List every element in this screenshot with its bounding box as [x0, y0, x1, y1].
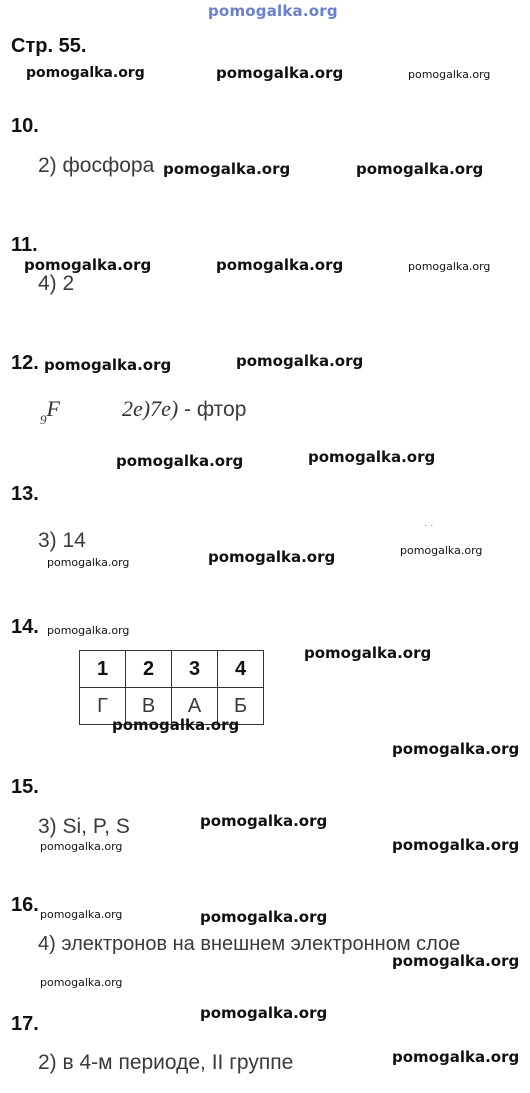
- answer-12-shells: [122, 396, 246, 422]
- table-header-cell: 4: [218, 651, 264, 688]
- table-header-row: [80, 651, 264, 688]
- question-number-13: 13.: [11, 483, 39, 505]
- answer-12-formula: [40, 396, 60, 428]
- stray-marks: · ·: [424, 520, 434, 531]
- watermark: pomogalka.org: [392, 836, 520, 854]
- watermark: pomogalka.org: [44, 356, 172, 374]
- question-number-11: 11.: [11, 234, 38, 256]
- atomic-number: 9: [40, 412, 47, 427]
- table-cell: А: [172, 688, 218, 725]
- watermark: pomogalka.org: [112, 716, 240, 734]
- question-number-17: 17.: [11, 1013, 39, 1035]
- answer-14-table: [79, 650, 264, 725]
- table-cell: Б: [218, 688, 264, 725]
- watermark: pomogalka.org: [400, 544, 483, 557]
- watermark: pomogalka.org: [47, 556, 130, 569]
- watermark: pomogalka.org: [40, 908, 123, 921]
- watermark: pomogalka.org: [392, 1048, 520, 1066]
- watermark: pomogalka.org: [308, 448, 436, 466]
- question-number-15: 15.: [11, 776, 39, 798]
- question-number-14: 14.: [11, 616, 39, 638]
- question-number-16: 16.: [11, 894, 39, 916]
- watermark: pomogalka.org: [40, 840, 123, 853]
- watermark: pomogalka.org: [216, 64, 344, 82]
- table-header-cell: 3: [172, 651, 218, 688]
- watermark: pomogalka.org: [304, 644, 432, 662]
- watermark: pomogalka.org: [208, 548, 336, 566]
- watermark: pomogalka.org: [47, 624, 130, 637]
- watermark: pomogalka.org: [236, 352, 364, 370]
- watermark: pomogalka.org: [392, 952, 520, 970]
- watermark: pomogalka.org: [26, 65, 145, 81]
- watermark: pomogalka.org: [200, 908, 328, 926]
- answer-13: 3) 14: [38, 529, 86, 552]
- table-cell: В: [126, 688, 172, 725]
- electron-shells: 2e)7e): [122, 396, 179, 421]
- table-header-cell: 2: [126, 651, 172, 688]
- watermark: pomogalka.org: [40, 976, 123, 989]
- watermark: pomogalka.org: [408, 260, 491, 273]
- answer-11: 4) 2: [38, 272, 75, 295]
- answer-16: 4) электронов на внешнем электронном слое: [38, 933, 461, 955]
- watermark: pomogalka.org: [216, 256, 344, 274]
- watermark-top: pomogalka.org: [208, 2, 338, 20]
- watermark: pomogalka.org: [200, 812, 328, 830]
- watermark: pomogalka.org: [163, 160, 291, 178]
- page-title: Стр. 55.: [11, 35, 87, 57]
- watermark: pomogalka.org: [408, 68, 491, 81]
- watermark: pomogalka.org: [24, 256, 152, 274]
- watermark: pomogalka.org: [356, 160, 484, 178]
- question-number-12: 12.: [11, 352, 39, 374]
- question-number-10: 10.: [11, 115, 39, 137]
- answer-10: 2) фосфора: [38, 154, 155, 177]
- table-cell: Г: [80, 688, 126, 725]
- element-name: - фтор: [178, 398, 247, 421]
- watermark: pomogalka.org: [392, 740, 520, 758]
- watermark: pomogalka.org: [200, 1004, 328, 1022]
- table-header-cell: 1: [80, 651, 126, 688]
- answer-17: 2) в 4-м периоде, II группе: [38, 1051, 294, 1074]
- watermark: pomogalka.org: [116, 452, 244, 470]
- element-symbol: F: [46, 396, 60, 421]
- answer-15: 3) Si, P, S: [38, 815, 130, 838]
